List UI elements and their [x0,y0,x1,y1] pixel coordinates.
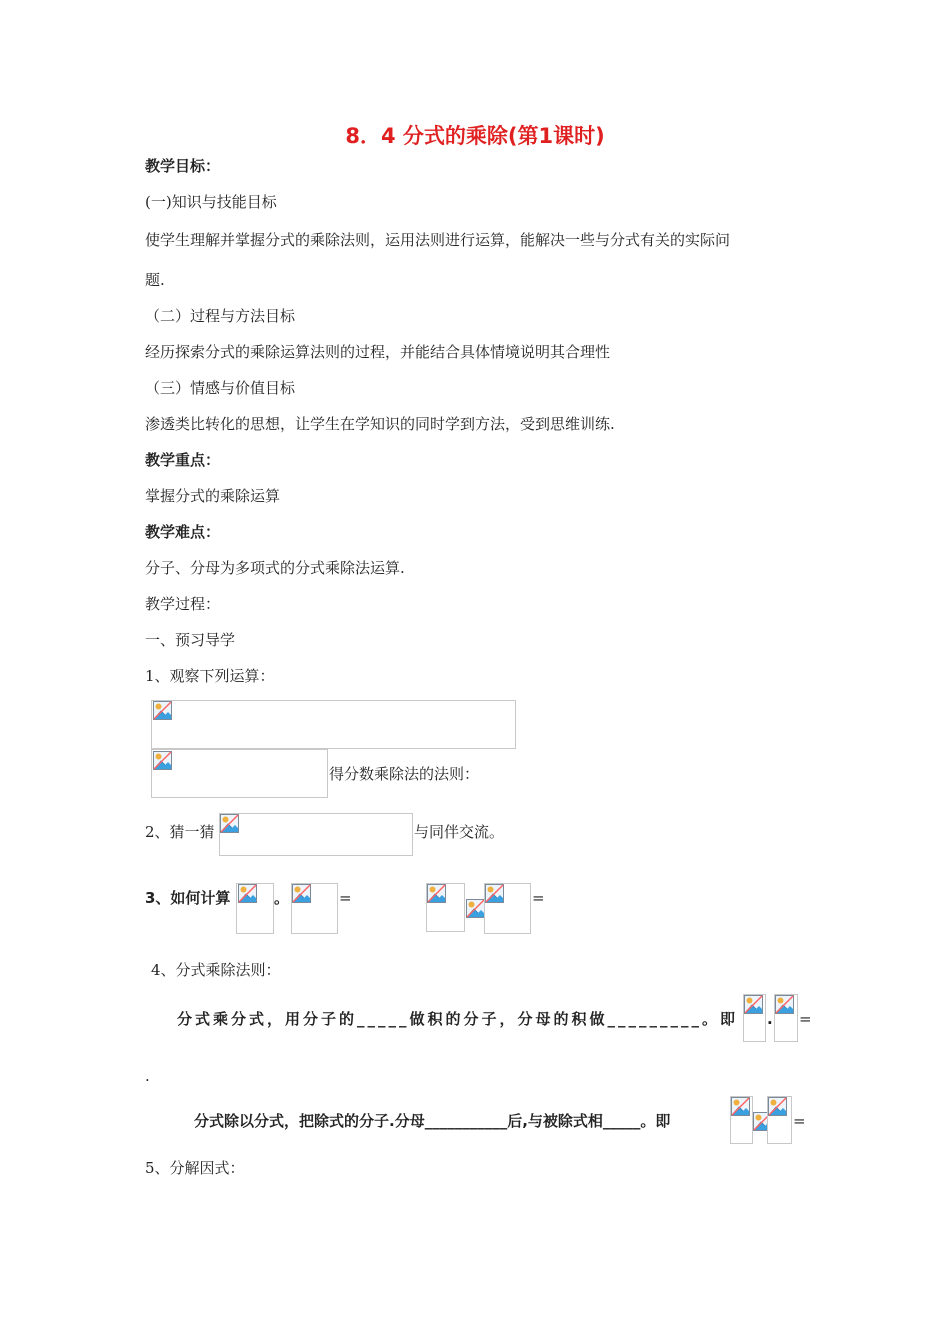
process-objective-text: 经历探索分式的乘除运算法则的过程，并能结合具体情境说明其合理性 [145,343,611,361]
rule-mul-dot: . [767,1010,773,1028]
rule-mul-end: . [145,1067,150,1085]
knowledge-objective-title: (一)知识与技能目标 [145,193,277,211]
item-4-rules: 4、分式乘除法则： [151,961,281,979]
broken-image-icon [427,884,446,903]
multiplication-rule: 分式乘分式，用分子的_____做积的分子，分母的积做_________。即 [177,1010,739,1028]
item-3-how-to-compute: 3、如何计算 [145,889,231,907]
broken-image-icon [485,884,504,903]
item-3-equals: = [532,889,545,907]
key-point-heading: 教学重点： [145,451,221,469]
value-objective-text: 渗透类比转化的思想，让学生在学知识的同时学到方法，受到思维训练. [145,415,615,433]
section-preview: 一、预习导学 [145,631,236,649]
key-point-text: 掌握分式的乘除运算 [145,487,281,505]
item-5-factorize: 5、分解因式： [145,1159,245,1177]
broken-image-icon [292,884,311,903]
broken-image-icon [238,884,257,903]
knowledge-objective-text: 使学生理解并掌握分式的乘除法则，运用法则进行运算，能解决一些与分式有关的实际问 [145,231,731,249]
knowledge-objective-text-cont: 题. [145,271,165,289]
item-1-observe: 1、观察下列运算： [145,667,275,685]
broken-image-icon [220,814,239,833]
broken-image-icon [768,1097,787,1116]
broken-image-icon [153,751,172,770]
item-1-rule-text: 得分数乘除法的法则： [329,765,480,783]
process-objective-title: （二）过程与方法目标 [145,307,296,325]
document-title: 8．4 分式的乘除(第1课时) [345,124,605,148]
formula-image-frame [151,749,328,798]
process-heading: 教学过程： [145,595,221,613]
item-2-discuss: 与同伴交流。 [414,823,505,841]
broken-image-icon [153,701,172,720]
difficulty-text: 分子、分母为多项式的分式乘除法运算. [145,559,405,577]
broken-image-icon [731,1097,750,1116]
formula-image-frame [219,813,413,856]
formula-image-frame [151,700,516,749]
item-3-equals: = [339,889,352,907]
rule-div-equals: = [793,1112,806,1130]
broken-image-icon [466,899,485,918]
broken-image-icon [775,995,794,1014]
value-objective-title: （三）情感与价值目标 [145,379,296,397]
division-rule: 分式除以分式，把除式的分子.分母___________后,与被除式相_____。即 [194,1112,671,1130]
rule-mul-equals: = [799,1010,812,1028]
difficulty-heading: 教学难点： [145,523,221,541]
item-2-guess: 2、猜一猜 [145,823,215,841]
broken-image-icon [744,995,763,1014]
objectives-heading: 教学目标： [145,157,221,175]
item-3-dot: 。 [274,889,290,907]
